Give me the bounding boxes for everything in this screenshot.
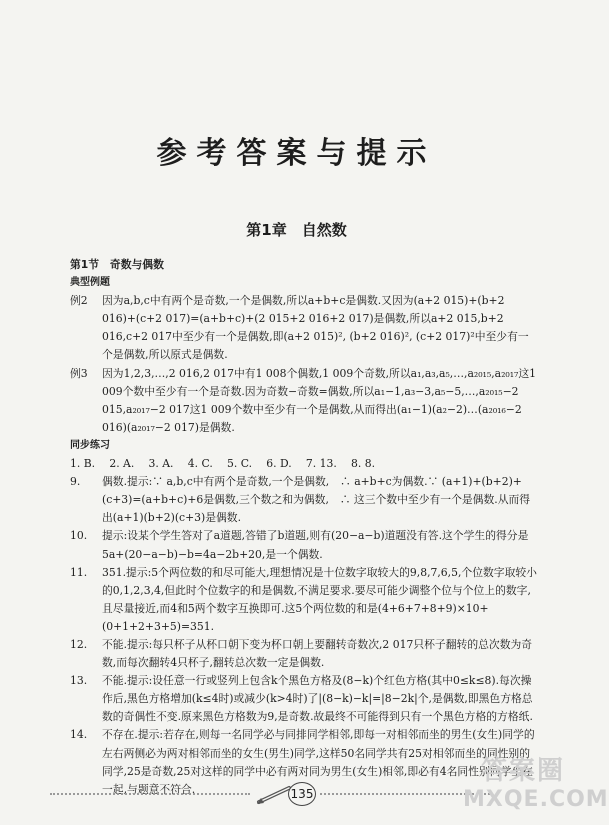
practice-number: 10.: [70, 529, 88, 543]
example-item: [70, 292, 538, 364]
example-number: 例2: [70, 294, 88, 308]
practice-number: 13.: [70, 674, 88, 688]
practice-heading: 同步练习: [70, 439, 110, 451]
example-text: 因为1,2,3,…,2 016,2 017中有1 008个偶数,1 009个奇数,所以a₁,a₃,a₅,…,a₂₀₁₅,a₂₀₁₇这1 009个数中至少有一个是奇数.因为奇数−奇数=偶数,所以a₁−1,a₃−3,a₅−5,…,a₂₀₁₅−2 015,a₂₀₁₇−2 017这1 009个数中至少有一个是偶数,从而得出(a₁−1)(a₂−2)…(a₂₀₁₆−2 016)(a₂₀₁₇−2 017)是偶数.: [102, 366, 537, 434]
practice-item: [70, 672, 538, 726]
watermark: [463, 755, 609, 815]
practice-text: 提示:设某个学生答对了a道题,答错了b道题,则有(20−a−b)道题没有答.这个学生的得分是5a+(20−a−b)−b=4a−2b+20,是一个偶数.: [102, 529, 529, 561]
footer-divider-left: [50, 793, 250, 795]
practice-text: 不能.提示:设任意一行或竖列上包含k个黑色方格及(8−k)个红色方格(其中0≤k≤8).每次操作后,黑色方格增加(k≤4时)或减少(k>4时)了|(8−k)−k|=|8−2k|个,是偶数,即黑色方格总数的奇偶性不变.原来黑色方格数为9,是奇数.故最终不可能得到只有一个黑色方格的方格纸.: [102, 674, 533, 724]
example-item: [70, 365, 538, 437]
page-title: 参考答案与提示: [156, 136, 437, 171]
example-number: 例3: [70, 366, 88, 380]
practice-number: 14.: [70, 728, 88, 742]
practice-number: 11.: [70, 565, 88, 579]
practice-number: 12.: [70, 637, 88, 651]
section-heading: 第1节 奇数与偶数: [70, 258, 164, 271]
practice-text: 不存在.提示:若存在,则每一名同学必与同排同学相邻,即每一对相邻而坐的男生(女生)同学的左右两侧必为两对相邻而坐的女生(男生)同学,这样50名同学共有25对相邻而坐的同性别的同学,25是奇数,25对这样的同学中必有两对同为男生(女生)相邻,即必有4名同性别同学坐在一起,与题意不符合.: [102, 728, 535, 796]
practice-text: 不能.提示:每只杯子从杯口朝下变为杯口朝上要翻转奇数次,2 017只杯子翻转的总次数为奇数,而每次翻转4只杯子,翻转总次数一定是偶数.: [102, 637, 533, 670]
chapter-title: 第1章 自然数: [246, 221, 347, 239]
watermark-url: MXQE.COM: [463, 787, 609, 812]
practice-item: [70, 564, 538, 636]
practice-text: 偶数.提示:∵ a,b,c中有两个是奇数,一个是偶数, ∴ a+b+c为偶数.∵ (a+1)+(b+2)+(c+3)=(a+b+c)+6是偶数,三个数之和为偶数, ∴ 这三个数中至少有一个是偶数.从而得出(a+1)(b+2)(c+3)是偶数.: [102, 475, 531, 525]
practice-number: 9.: [70, 475, 81, 489]
answer-content: [70, 256, 538, 799]
practice-item: [70, 636, 538, 672]
page-number: 135: [288, 782, 316, 806]
examples-heading: 典型例题: [70, 277, 110, 289]
practice-item: [70, 473, 538, 527]
practice-text: 351.提示:5个两位数的和尽可能大,理想情况是十位数字取较大的9,8,7,6,5,个位数字取较小的0,1,2,3,4,但此时个位数字的和是偶数,不满足要求.要尽可能少调整个位与个位上的数字,且尽量接近,而4和5两个数字互换即可.这5个两位数的和是(4+6+7+8+9)×10+(0+1+2+3+5)=351.: [102, 565, 537, 633]
watermark-text: 答案圈: [480, 756, 565, 786]
example-text: 因为a,b,c中有两个是奇数,一个是偶数,所以a+b+c是偶数.又因为(a+2 015)+(b+2 016)+(c+2 017)=(a+b+c)+(2 015+2 016+2 017)是偶数,所以a+2 015,b+2 016,c+2 017中至少有一个是偶数,即(a+2 015)², (b+2 016)², (c+2 017)²中至少有一个是偶数,所以原式是偶数.: [102, 294, 529, 362]
practice-item: [70, 527, 538, 563]
practice-short-answers: 1. B. 2. A. 3. A. 4. C. 5. C. 6. D. 7. 13. 8. 8.: [70, 457, 376, 471]
